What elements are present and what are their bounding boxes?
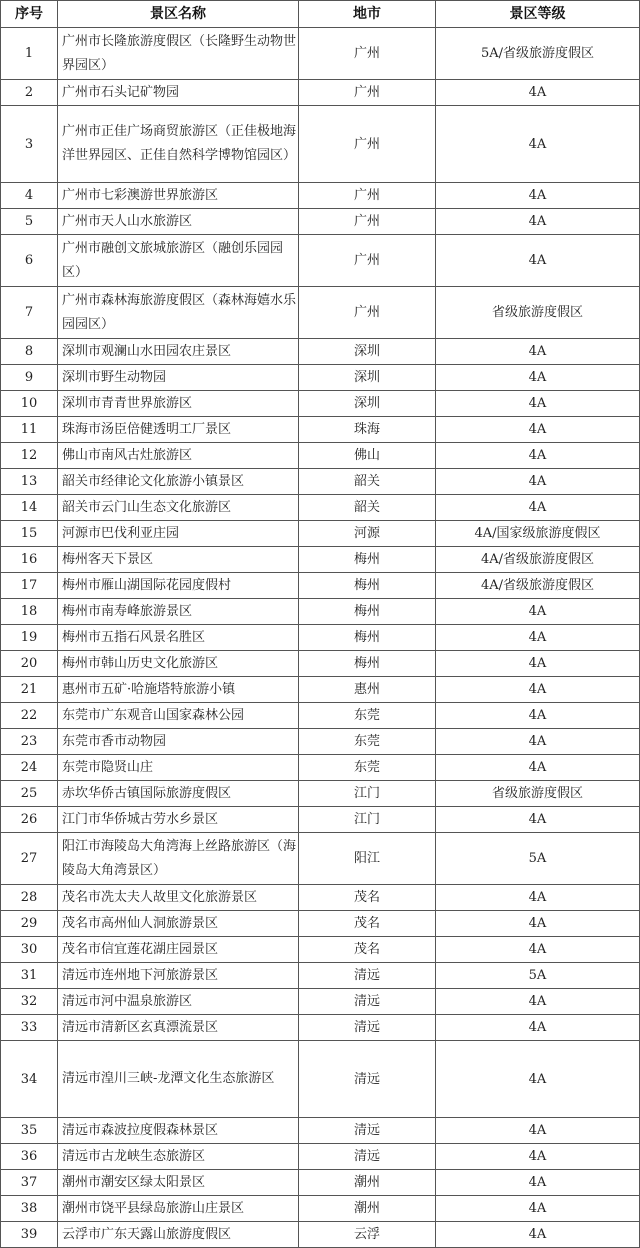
table-row [1, 209, 640, 235]
table-row [1, 443, 640, 469]
cell-no: 9 [1, 365, 58, 391]
cell-no: 8 [1, 339, 58, 365]
cell-level: 4A [436, 391, 640, 417]
cell-city: 韶关 [299, 495, 436, 521]
cell-level: 4A [436, 80, 640, 106]
cell-no: 20 [1, 651, 58, 677]
cell-name: 广州市融创文旅城旅游区（融创乐园园区） [58, 235, 299, 287]
cell-name: 阳江市海陵岛大角湾海上丝路旅游区（海陵岛大角湾景区） [58, 833, 299, 885]
cell-name: 清远市森波拉度假森林景区 [58, 1118, 299, 1144]
cell-city: 梅州 [299, 547, 436, 573]
cell-no: 17 [1, 573, 58, 599]
cell-level: 4A [436, 1170, 640, 1196]
table-row [1, 1222, 640, 1248]
cell-level: 4A [436, 209, 640, 235]
cell-name: 清远市河中温泉旅游区 [58, 989, 299, 1015]
cell-name: 清远市连州地下河旅游景区 [58, 963, 299, 989]
cell-name: 清远市湟川三峡-龙潭文化生态旅游区 [58, 1041, 299, 1118]
cell-no: 11 [1, 417, 58, 443]
cell-city: 清远 [299, 963, 436, 989]
cell-no: 19 [1, 625, 58, 651]
cell-name: 梅州市南寿峰旅游景区 [58, 599, 299, 625]
cell-no: 35 [1, 1118, 58, 1144]
cell-city: 韶关 [299, 469, 436, 495]
cell-city: 广州 [299, 209, 436, 235]
cell-no: 26 [1, 807, 58, 833]
cell-no: 13 [1, 469, 58, 495]
cell-city: 广州 [299, 287, 436, 339]
cell-name: 广州市七彩澳游世界旅游区 [58, 183, 299, 209]
cell-city: 广州 [299, 80, 436, 106]
cell-city: 清远 [299, 1041, 436, 1118]
cell-name: 潮州市潮安区绿太阳景区 [58, 1170, 299, 1196]
cell-no: 1 [1, 28, 58, 80]
cell-name: 广州市石头记矿物园 [58, 80, 299, 106]
cell-no: 38 [1, 1196, 58, 1222]
cell-level: 4A [436, 703, 640, 729]
cell-no: 28 [1, 885, 58, 911]
cell-city: 云浮 [299, 1222, 436, 1248]
cell-level: 4A [436, 885, 640, 911]
cell-city: 深圳 [299, 339, 436, 365]
cell-no: 24 [1, 755, 58, 781]
cell-name: 广州市森林海旅游度假区（森林海嬉水乐园园区） [58, 287, 299, 339]
cell-level: 4A [436, 469, 640, 495]
table-row [1, 677, 640, 703]
cell-city: 佛山 [299, 443, 436, 469]
cell-no: 34 [1, 1041, 58, 1118]
cell-name: 梅州客天下景区 [58, 547, 299, 573]
cell-name: 茂名市冼太夫人故里文化旅游景区 [58, 885, 299, 911]
table-row [1, 106, 640, 183]
cell-name: 韶关市经律论文化旅游小镇景区 [58, 469, 299, 495]
cell-city: 深圳 [299, 365, 436, 391]
cell-level: 4A [436, 1222, 640, 1248]
cell-no: 32 [1, 989, 58, 1015]
cell-no: 21 [1, 677, 58, 703]
cell-no: 29 [1, 911, 58, 937]
cell-no: 6 [1, 235, 58, 287]
cell-level: 4A/省级旅游度假区 [436, 547, 640, 573]
cell-city: 清远 [299, 989, 436, 1015]
cell-level: 4A/国家级旅游度假区 [436, 521, 640, 547]
cell-city: 梅州 [299, 625, 436, 651]
table-row [1, 391, 640, 417]
cell-name: 赤坎华侨古镇国际旅游度假区 [58, 781, 299, 807]
table-row [1, 703, 640, 729]
table-header-row [1, 1, 640, 28]
table-row [1, 573, 640, 599]
cell-level: 4A [436, 495, 640, 521]
cell-city: 梅州 [299, 573, 436, 599]
cell-city: 惠州 [299, 677, 436, 703]
table-row [1, 547, 640, 573]
table-row [1, 417, 640, 443]
cell-city: 清远 [299, 1015, 436, 1041]
cell-no: 14 [1, 495, 58, 521]
cell-level: 5A/省级旅游度假区 [436, 28, 640, 80]
cell-name: 深圳市青青世界旅游区 [58, 391, 299, 417]
table-row [1, 469, 640, 495]
cell-level: 4A/省级旅游度假区 [436, 573, 640, 599]
cell-no: 39 [1, 1222, 58, 1248]
cell-no: 37 [1, 1170, 58, 1196]
table-row [1, 235, 640, 287]
cell-name: 江门市华侨城古劳水乡景区 [58, 807, 299, 833]
cell-no: 4 [1, 183, 58, 209]
cell-city: 东莞 [299, 703, 436, 729]
cell-city: 江门 [299, 781, 436, 807]
cell-city: 阳江 [299, 833, 436, 885]
cell-level: 4A [436, 443, 640, 469]
cell-no: 7 [1, 287, 58, 339]
cell-city: 河源 [299, 521, 436, 547]
cell-no: 5 [1, 209, 58, 235]
cell-city: 茂名 [299, 911, 436, 937]
cell-name: 广州市正佳广场商贸旅游区（正佳极地海洋世界园区、正佳自然科学博物馆园区） [58, 106, 299, 183]
table-row [1, 521, 640, 547]
cell-name: 惠州市五矿·哈施塔特旅游小镇 [58, 677, 299, 703]
cell-level: 4A [436, 1118, 640, 1144]
cell-city: 广州 [299, 235, 436, 287]
table-row [1, 911, 640, 937]
cell-level: 4A [436, 651, 640, 677]
cell-name: 云浮市广东天露山旅游度假区 [58, 1222, 299, 1248]
cell-level: 4A [436, 1144, 640, 1170]
cell-name: 广州市天人山水旅游区 [58, 209, 299, 235]
cell-city: 广州 [299, 106, 436, 183]
cell-city: 潮州 [299, 1170, 436, 1196]
cell-name: 清远市古龙峡生态旅游区 [58, 1144, 299, 1170]
cell-name: 梅州市韩山历史文化旅游区 [58, 651, 299, 677]
cell-name: 深圳市野生动物园 [58, 365, 299, 391]
cell-level: 4A [436, 235, 640, 287]
cell-no: 23 [1, 729, 58, 755]
table-row [1, 937, 640, 963]
table-row [1, 989, 640, 1015]
cell-level: 5A [436, 963, 640, 989]
table-row [1, 599, 640, 625]
cell-city: 广州 [299, 28, 436, 80]
cell-level: 4A [436, 625, 640, 651]
cell-name: 河源市巴伐利亚庄园 [58, 521, 299, 547]
cell-city: 广州 [299, 183, 436, 209]
cell-level: 4A [436, 1041, 640, 1118]
cell-no: 15 [1, 521, 58, 547]
table-row [1, 1144, 640, 1170]
table-row [1, 755, 640, 781]
cell-level: 4A [436, 1196, 640, 1222]
cell-city: 梅州 [299, 651, 436, 677]
cell-name: 潮州市饶平县绿岛旅游山庄景区 [58, 1196, 299, 1222]
table-row [1, 365, 640, 391]
header-no: 序号 [1, 1, 58, 28]
header-city: 地市 [299, 1, 436, 28]
cell-city: 茂名 [299, 885, 436, 911]
cell-city: 潮州 [299, 1196, 436, 1222]
cell-level: 4A [436, 755, 640, 781]
table-row [1, 963, 640, 989]
cell-no: 30 [1, 937, 58, 963]
cell-level: 4A [436, 1015, 640, 1041]
table-row [1, 287, 640, 339]
cell-no: 3 [1, 106, 58, 183]
cell-no: 16 [1, 547, 58, 573]
cell-city: 江门 [299, 807, 436, 833]
cell-level: 4A [436, 599, 640, 625]
cell-name: 佛山市南风古灶旅游区 [58, 443, 299, 469]
cell-city: 东莞 [299, 729, 436, 755]
cell-name: 梅州市五指石风景名胜区 [58, 625, 299, 651]
table-row [1, 183, 640, 209]
cell-level: 4A [436, 183, 640, 209]
cell-city: 清远 [299, 1144, 436, 1170]
cell-no: 27 [1, 833, 58, 885]
cell-city: 珠海 [299, 417, 436, 443]
cell-no: 36 [1, 1144, 58, 1170]
table-row [1, 1170, 640, 1196]
cell-level: 4A [436, 365, 640, 391]
table-row [1, 781, 640, 807]
table-row [1, 885, 640, 911]
cell-level: 省级旅游度假区 [436, 287, 640, 339]
cell-city: 梅州 [299, 599, 436, 625]
cell-name: 东莞市隐贤山庄 [58, 755, 299, 781]
cell-name: 东莞市广东观音山国家森林公园 [58, 703, 299, 729]
cell-no: 10 [1, 391, 58, 417]
cell-level: 4A [436, 911, 640, 937]
cell-city: 东莞 [299, 755, 436, 781]
table-row [1, 495, 640, 521]
header-name: 景区名称 [58, 1, 299, 28]
cell-name: 梅州市雁山湖国际花园度假村 [58, 573, 299, 599]
table-row [1, 80, 640, 106]
cell-city: 茂名 [299, 937, 436, 963]
table-row [1, 1118, 640, 1144]
table-row [1, 651, 640, 677]
cell-no: 2 [1, 80, 58, 106]
cell-no: 12 [1, 443, 58, 469]
cell-no: 33 [1, 1015, 58, 1041]
table-row [1, 807, 640, 833]
table-row [1, 833, 640, 885]
cell-name: 广州市长隆旅游度假区（长隆野生动物世界园区） [58, 28, 299, 80]
cell-name: 茂名市高州仙人洞旅游景区 [58, 911, 299, 937]
cell-name: 东莞市香市动物园 [58, 729, 299, 755]
cell-level: 5A [436, 833, 640, 885]
cell-name: 清远市清新区玄真漂流景区 [58, 1015, 299, 1041]
table-row [1, 1015, 640, 1041]
cell-level: 4A [436, 677, 640, 703]
cell-name: 茂名市信宜莲花湖庄园景区 [58, 937, 299, 963]
cell-name: 深圳市观澜山水田园农庄景区 [58, 339, 299, 365]
cell-name: 韶关市云门山生态文化旅游区 [58, 495, 299, 521]
table-row [1, 339, 640, 365]
cell-city: 清远 [299, 1118, 436, 1144]
cell-level: 4A [436, 339, 640, 365]
cell-level: 省级旅游度假区 [436, 781, 640, 807]
cell-no: 25 [1, 781, 58, 807]
cell-level: 4A [436, 417, 640, 443]
cell-level: 4A [436, 106, 640, 183]
table-row [1, 28, 640, 80]
cell-level: 4A [436, 937, 640, 963]
table-row [1, 729, 640, 755]
table-row [1, 625, 640, 651]
table-row [1, 1041, 640, 1118]
cell-no: 31 [1, 963, 58, 989]
cell-level: 4A [436, 807, 640, 833]
cell-no: 22 [1, 703, 58, 729]
cell-level: 4A [436, 989, 640, 1015]
header-level: 景区等级 [436, 1, 640, 28]
cell-level: 4A [436, 729, 640, 755]
cell-city: 深圳 [299, 391, 436, 417]
cell-name: 珠海市汤臣倍健透明工厂景区 [58, 417, 299, 443]
cell-no: 18 [1, 599, 58, 625]
